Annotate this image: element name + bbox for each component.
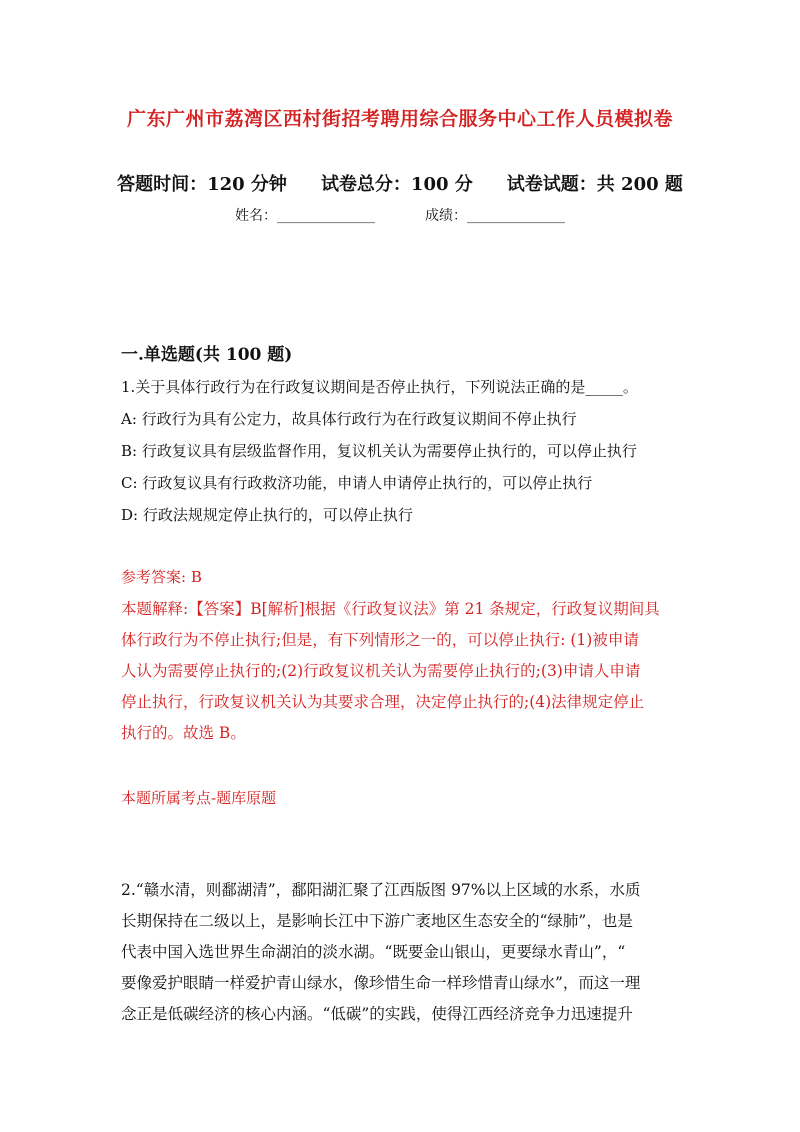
explanation-line: 人认为需要停止执行的;(2)行政复议机关认为需要停止执行的;(3)申请人申请 <box>121 662 641 680</box>
score-field: 成绩：______________ <box>425 208 565 224</box>
question-1-topic: 本题所属考点-题库原题 <box>121 789 277 807</box>
question-2-line: 代表中国入选世界生命湖泊的淡水湖。“既要金山银山，更要绿水青山”，“ <box>121 943 626 961</box>
explanation-line: 执行的。故选 B。 <box>121 724 246 742</box>
question-1-stem: 1.关于具体行政行为在行政复议期间是否停止执行，下列说法正确的是_____。 <box>121 378 638 396</box>
explanation-line: 体行政行为不停止执行;但是，有下列情形之一的，可以停止执行: (1)被申请 <box>121 631 639 649</box>
explanation-line: 停止执行，行政复议机关认为其要求合理，决定停止执行的;(4)法律规定停止 <box>121 693 645 711</box>
question-1-option-d: D: 行政法规规定停止执行的，可以停止执行 <box>121 506 413 524</box>
exam-time: 答题时间：120 分钟 <box>117 174 287 195</box>
exam-total-score: 试卷总分：100 分 <box>320 174 473 195</box>
section-heading: 一.单选题(共 100 题) <box>121 345 293 365</box>
question-1-option-c: C: 行政复议具有行政救济功能，申请人申请停止执行的，可以停止执行 <box>121 474 593 492</box>
question-2-stem <box>121 875 681 1030</box>
question-2-line: 要像爱护眼睛一样爱护青山绿水，像珍惜生命一样珍惜青山绿水”，而这一理 <box>121 974 641 992</box>
question-2-line: 长期保持在二级以上，是影响长江中下游广袤地区生态安全的“绿肺”，也是 <box>121 912 633 930</box>
exam-question-count: 试卷试题：共 200 题 <box>506 174 683 195</box>
question-1-answer: 参考答案: B <box>121 568 202 586</box>
name-score-row <box>0 205 800 225</box>
exam-title: 广东广州市荔湾区西村街招考聘用综合服务中心工作人员模拟卷 <box>126 108 673 130</box>
question-1-option-a: A: 行政行为具有公定力，故具体行政行为在行政复议期间不停止执行 <box>121 410 577 428</box>
question-1-explanation <box>121 594 681 749</box>
explanation-line: 本题解释:【答案】B[解析]根据《行政复议法》第 21 条规定，行政复议期间具 <box>121 600 660 618</box>
question-2-line: 念正是低碳经济的核心内涵。“低碳”的实践，使得江西经济竞争力迅速提升 <box>121 1005 633 1023</box>
question-1-option-b: B: 行政复议具有层级监督作用，复议机关认为需要停止执行的，可以停止执行 <box>121 442 637 460</box>
question-2-line: 2.“赣水清，则鄱湖清”，鄱阳湖汇聚了江西版图 97%以上区域的水系，水质 <box>121 881 641 899</box>
exam-meta-row <box>0 170 800 196</box>
name-field: 姓名：______________ <box>235 208 375 224</box>
